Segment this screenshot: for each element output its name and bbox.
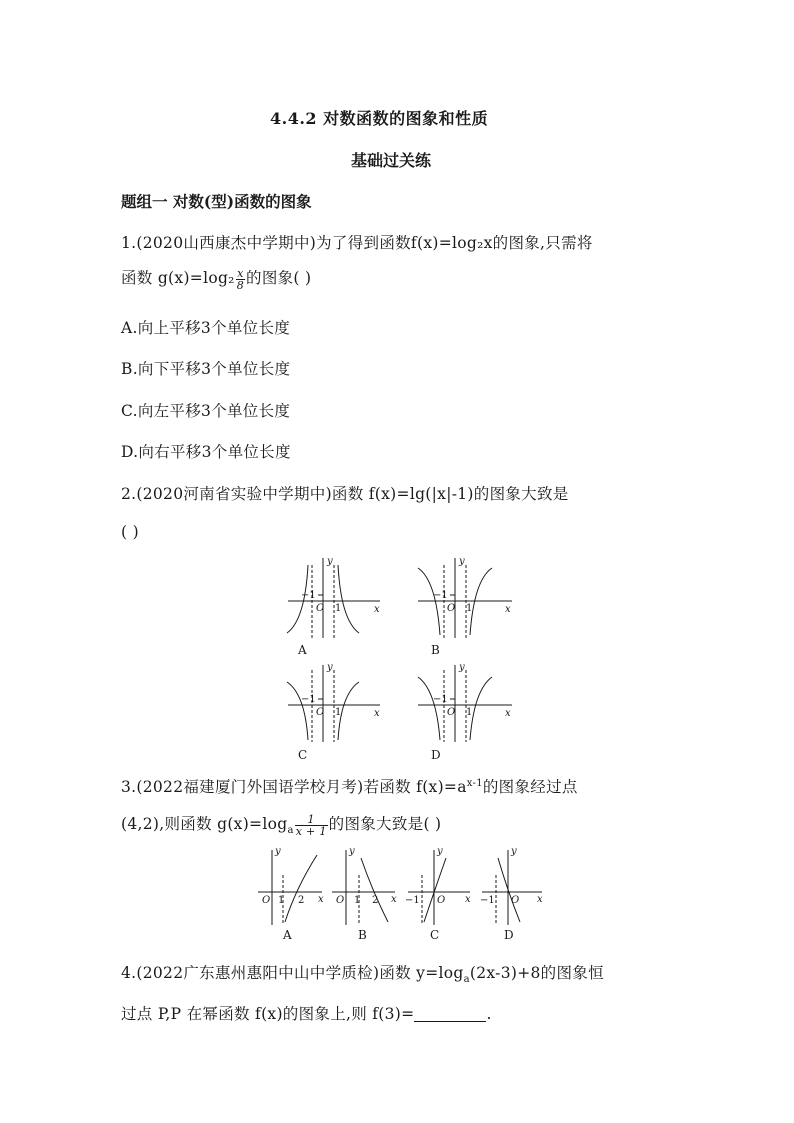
q4-line1 xyxy=(121,961,604,985)
q3-line1-b: 的图象经过点 xyxy=(482,778,578,796)
q3-graph-c xyxy=(408,850,470,925)
q1-option-a: A.向上平移3个单位长度 xyxy=(121,319,291,337)
q2-a-o: O xyxy=(316,603,325,614)
q2-c-y: y xyxy=(327,662,333,673)
q2-label-a: A xyxy=(298,643,307,657)
q3-label-a: A xyxy=(283,928,292,942)
q3-d-x: x xyxy=(537,894,543,905)
q3-frac-num: 1 xyxy=(295,814,328,826)
q3-b-o: O xyxy=(336,895,345,906)
q3-b-two: 2 xyxy=(372,895,379,906)
q2-b-x: x xyxy=(505,604,511,615)
q1-line2 xyxy=(121,266,311,291)
q3-fraction xyxy=(295,814,328,837)
q3-base: a xyxy=(287,825,294,837)
q2-b-y: y xyxy=(459,556,465,567)
q2-a-neg1: −1 xyxy=(301,590,316,601)
q3-d-neg1: −1 xyxy=(480,895,495,906)
q3-graph-d xyxy=(482,850,542,925)
q3-suffix: 的图象大致是( ) xyxy=(328,815,442,833)
q1-frac-num: x xyxy=(237,266,244,280)
q2-d-pos1: 1 xyxy=(466,707,473,718)
q1-line1: 1.(2020山西康杰中学期中)为了得到函数f(x)=log₂x的图象,只需将 xyxy=(121,234,593,252)
q3-exponent: x-1 xyxy=(466,777,483,789)
page-title: 4.4.2 对数函数的图象和性质 xyxy=(270,109,489,128)
q3-d-o: O xyxy=(511,895,520,906)
q2-b-neg1: −1 xyxy=(433,590,448,601)
q4-base: a xyxy=(463,974,470,986)
q2-label-c: C xyxy=(298,748,308,762)
q2-d-o: O xyxy=(447,707,456,718)
q3-a-two: 2 xyxy=(298,895,305,906)
q4-answer-blank[interactable] xyxy=(414,1007,486,1022)
q2-d-y: y xyxy=(459,662,465,673)
q2-b-o: O xyxy=(447,603,456,614)
q3-frac-den: x + 1 xyxy=(295,824,327,838)
q2-c-pos1: 1 xyxy=(335,707,342,718)
q2-d-neg1: −1 xyxy=(433,694,448,705)
q3-graph-a xyxy=(258,850,322,925)
q1-suffix: 的图象( ) xyxy=(246,269,312,287)
q4-line2 xyxy=(121,1002,492,1024)
q1-option-c: C.向左平移3个单位长度 xyxy=(121,402,291,420)
q3-label-c: C xyxy=(430,928,440,942)
q3-c-neg1: −1 xyxy=(405,895,420,906)
q3-label-b: B xyxy=(358,928,367,942)
q3-line1-a: 3.(2022福建厦门外国语学校月考)若函数 f(x)=a xyxy=(121,778,467,796)
q1-prefix: 函数 g(x)=log₂ xyxy=(121,269,235,287)
q2-a-pos1: 1 xyxy=(335,603,342,614)
q2-a-x: x xyxy=(374,604,380,615)
q2-c-x: x xyxy=(374,708,380,719)
q2-c-neg1: −1 xyxy=(301,694,316,705)
q3-b-y: y xyxy=(349,846,355,857)
q3-graph-b xyxy=(332,850,395,925)
q1-option-d: D.向右平移3个单位长度 xyxy=(121,443,291,461)
q3-b-one: 1 xyxy=(354,895,361,906)
section-subtitle: 基础过关练 xyxy=(351,151,432,170)
q4-line2-b: . xyxy=(486,1005,492,1023)
q4-line2-a: 过点 P,P 在幂函数 f(x)的图象上,则 f(3)= xyxy=(121,1005,415,1023)
q3-line1 xyxy=(121,775,578,797)
q2-d-x: x xyxy=(505,708,511,719)
q2-label-b: B xyxy=(431,643,440,657)
q2-a-y: y xyxy=(327,556,333,567)
q3-a-one: 1 xyxy=(278,895,285,906)
q3-c-o: O xyxy=(437,895,446,906)
q2-line1: 2.(2020河南省实验中学期中)函数 f(x)=lg(|x|-1)的图象大致是 xyxy=(121,485,569,503)
q2-graphs xyxy=(0,550,794,780)
q1-frac-den: 8 xyxy=(236,278,245,292)
q3-line2 xyxy=(121,812,441,837)
q3-prefix: (4,2),则函数 g(x)=log xyxy=(121,815,288,833)
q3-a-y: y xyxy=(275,846,281,857)
q3-d-y: y xyxy=(511,846,517,857)
q3-b-x: x xyxy=(391,894,397,905)
q2-line2: ( ) xyxy=(121,523,139,541)
q1-option-b: B.向下平移3个单位长度 xyxy=(121,360,291,378)
q3-a-o: O xyxy=(262,895,271,906)
q1-fraction xyxy=(236,268,245,291)
q2-c-o: O xyxy=(316,707,325,718)
q3-c-x: x xyxy=(465,894,471,905)
q3-a-x: x xyxy=(318,894,324,905)
q4-line1-b: (2x-3)+8的图象恒 xyxy=(469,964,604,982)
q2-b-pos1: 1 xyxy=(466,603,473,614)
q3-c-y: y xyxy=(437,846,443,857)
q2-label-d: D xyxy=(431,748,441,762)
group-heading: 题组一 对数(型)函数的图象 xyxy=(121,192,312,211)
q3-label-d: D xyxy=(504,928,514,942)
q4-line1-a: 4.(2022广东惠州惠阳中山中学质检)函数 y=log xyxy=(121,964,464,982)
q3-graphs xyxy=(0,840,794,950)
